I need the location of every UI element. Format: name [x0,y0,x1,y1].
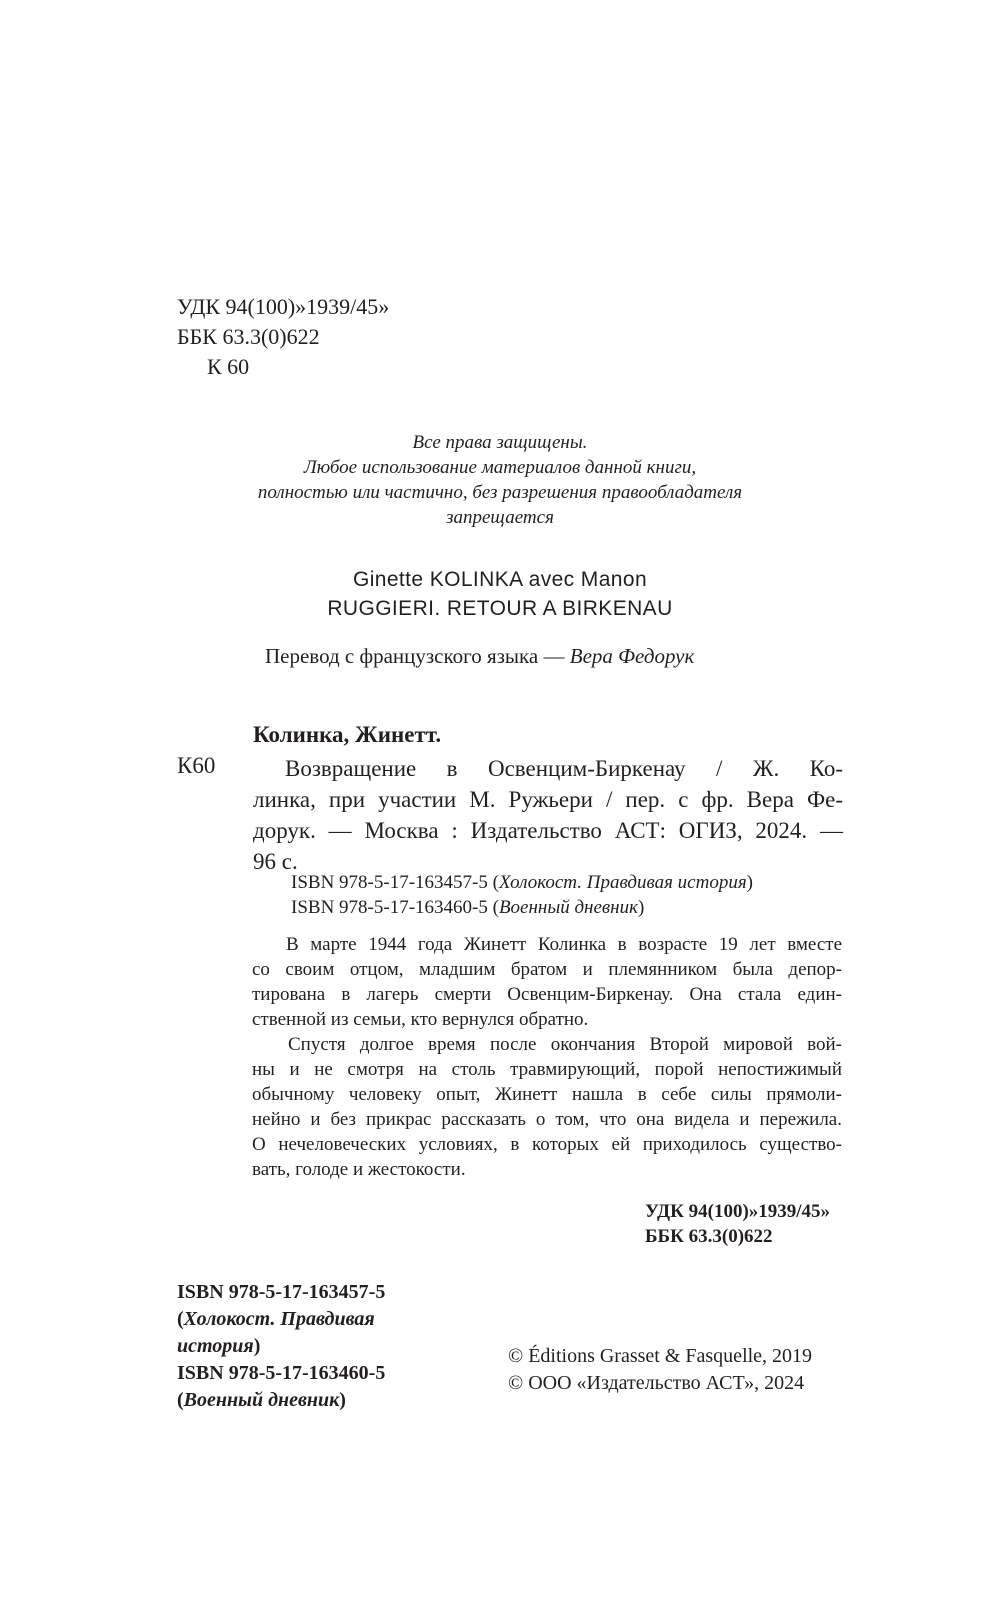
paren-open: ( [177,1389,184,1411]
isbn-bottom-block [177,1279,437,1414]
translation-prefix: Перевод с французского языка — [265,644,570,668]
rights-notice [200,430,800,530]
cutter-code: К 60 [207,354,250,379]
isbn-number: ISBN 978-5-17-163460-5 ( [291,897,499,918]
series-name: Холокост. Правдивая [183,1308,375,1330]
isbn-bottom-series-1b [177,1333,437,1360]
series-name: история [177,1335,254,1357]
isbn-line [291,895,753,920]
annotation-line: вать, голоде и жестокости. [252,1159,466,1180]
copyright-line: © Éditions Grasset & Fasquelle, 2019 [508,1345,813,1367]
bibliographic-description [253,753,843,877]
original-title-line: Ginette KOLINKA avec Manon [352,568,648,591]
translation-credit [265,642,825,670]
classification-block [177,292,389,382]
original-title [300,565,700,623]
series-name: Военный дневник [183,1389,340,1411]
annotation-line: обычному человеку опыт, Жинетт нашла в себе силы прямоли- [252,1084,842,1105]
isbn-line [291,870,753,895]
rights-line: Все права защищены. [412,432,588,453]
annotation [252,932,842,1182]
entry-author: Колинка, Жинетт. [253,722,442,747]
paren-open: ( [177,1308,184,1330]
isbn-bottom-series-1a [177,1306,437,1333]
bbk-code-bottom: ББК 63.3(0)622 [645,1226,773,1247]
isbn-bottom-2: ISBN 978-5-17-163460-5 [177,1362,386,1384]
bbk-code: ББК 63.3(0)622 [177,324,320,349]
entry-isbns [291,870,753,920]
paren-close: ) [253,1335,261,1357]
udk-code: УДК 94(100)»1939/45» [177,294,390,319]
annotation-line: В марте 1944 года Жинетт Колинка в возрасте 19 лет вместе [286,934,842,955]
isbn-series: Холокост. Правдивая история [498,872,747,893]
biblio-line: 96 с. [253,849,298,874]
annotation-line: О нечеловеческих условиях, в которых ей приходилось существо- [252,1134,842,1155]
biblio-line: Возвращение в Освенцим-Биркенау / Ж. Ко- [285,756,843,781]
annotation-line: нейно и без прикрас рассказать о том, что она видела и пережила. [252,1109,842,1130]
annotation-line: со своим отцом, младшим братом и племянником была депор- [252,959,842,980]
udk-code-bottom: УДК 94(100)»1939/45» [645,1201,831,1222]
annotation-line: ны и не смотря на столь травмирующий, порой непостижимый [252,1059,842,1080]
isbn-close: ) [746,872,753,893]
rights-line: Любое использование материалов данной книги, [303,457,697,478]
isbn-close: ) [637,897,645,918]
biblio-line: дорук. — Москва : Издательство АСТ: ОГИЗ, 2024. — [253,818,843,843]
translator-name: Вера Федорук [569,644,695,668]
isbn-number: ISBN 978-5-17-163457-5 ( [291,872,499,893]
paren-close: ) [339,1389,346,1411]
rights-line: полностью или частично, без разрешения правообладателя [257,482,743,503]
entry-cutter: К60 [177,753,216,778]
copyright-block [508,1343,812,1397]
original-title-line: RUGGIERI. RETOUR A BIRKENAU [327,597,673,620]
annotation-line: ственной из семьи, кто вернулся обратно. [252,1009,589,1030]
rights-line: запрещается [446,507,554,528]
annotation-line: тирована в лагерь смерти Освенцим-Биркенау. Она стала един- [252,984,842,1005]
isbn-series: Военный дневник [498,897,638,918]
copyright-line: © ООО «Издательство АСТ», 2024 [508,1372,805,1394]
classification-bottom [500,1199,841,1249]
isbn-bottom-1: ISBN 978-5-17-163457-5 [177,1281,386,1303]
isbn-bottom-series-2 [177,1387,437,1414]
annotation-line: Спустя долгое время после окончания Второй мировой вой- [288,1034,842,1055]
biblio-line: линка, при участии М. Ружьери / пер. с фр. Вера Фе- [253,787,843,812]
